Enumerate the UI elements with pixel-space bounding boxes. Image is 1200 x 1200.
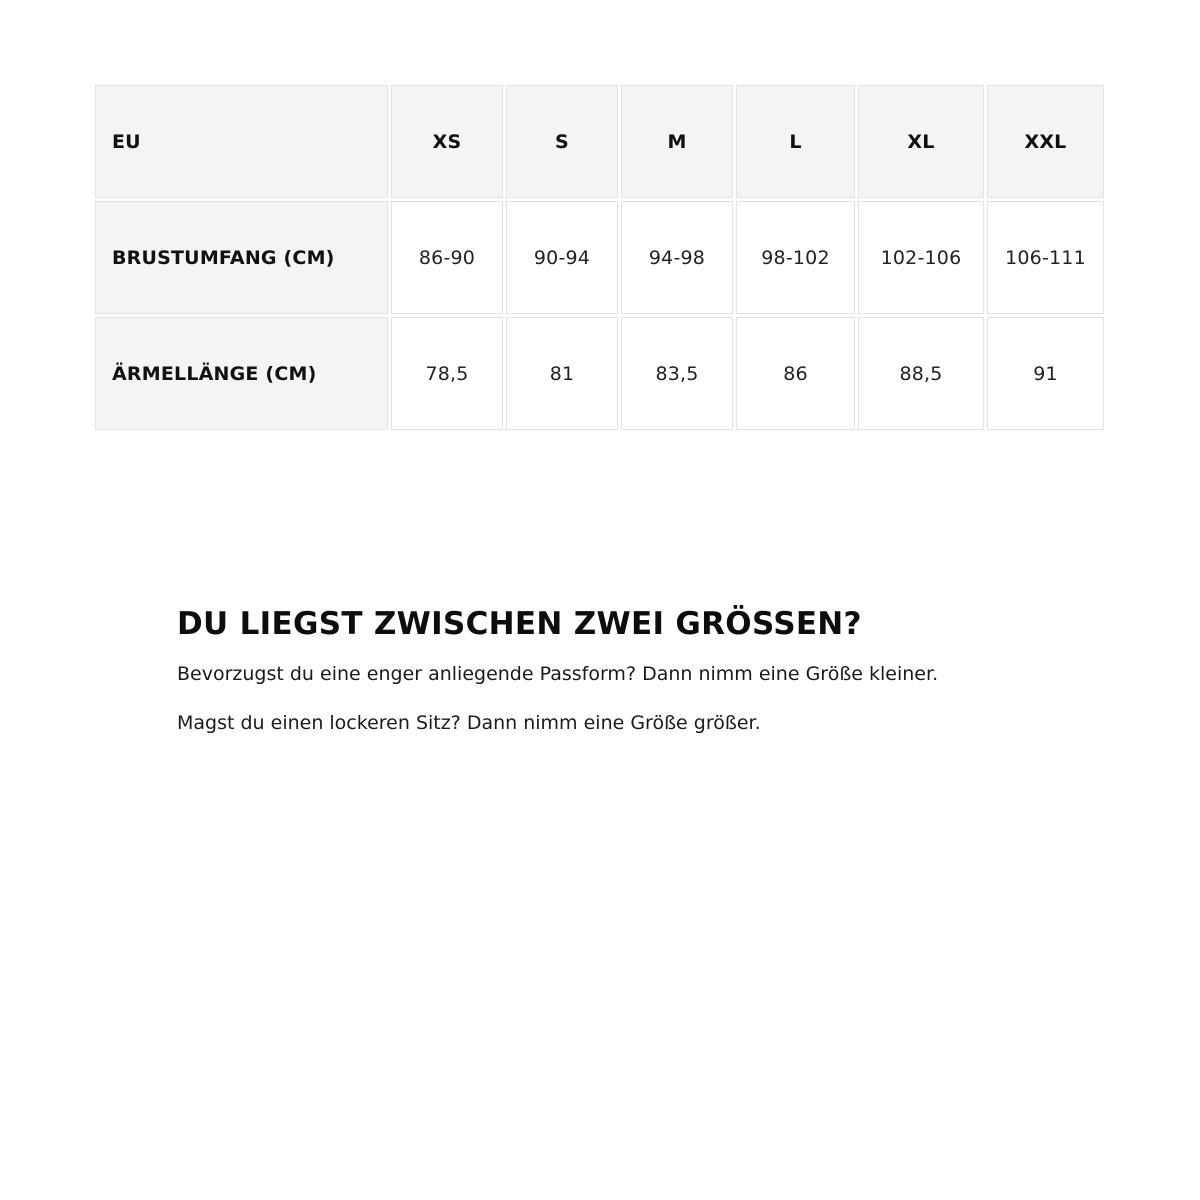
header-size-l: L [736, 85, 855, 198]
header-size-xs: XS [391, 85, 503, 198]
size-advice-tight-fit: Bevorzugst du eine enger anliegende Passform? Dann nimm eine Größe kleiner. [177, 663, 939, 685]
chest-value-s: 90-94 [506, 201, 618, 314]
sleeve-value-xxl: 91 [987, 317, 1104, 430]
header-size-m: M [621, 85, 733, 198]
chest-value-xl: 102-106 [858, 201, 984, 314]
chest-value-l: 98-102 [736, 201, 855, 314]
header-size-s: S [506, 85, 618, 198]
table-header-row [95, 85, 1104, 198]
table-row-chest [95, 201, 1104, 314]
sleeve-value-s: 81 [506, 317, 618, 430]
size-advice-loose-fit: Magst du einen lockeren Sitz? Dann nimm eine Größe größer. [177, 712, 761, 734]
sleeve-value-xs: 78,5 [391, 317, 503, 430]
row-label-chest: BRUSTUMFANG (CM) [95, 201, 388, 314]
size-chart-table [92, 82, 1107, 433]
sleeve-value-l: 86 [736, 317, 855, 430]
table-row-sleeve [95, 317, 1104, 430]
chest-value-m: 94-98 [621, 201, 733, 314]
chest-value-xs: 86-90 [391, 201, 503, 314]
header-size-xxl: XXL [987, 85, 1104, 198]
size-advice-section [177, 606, 1117, 760]
header-size-xl: XL [858, 85, 984, 198]
sleeve-value-m: 83,5 [621, 317, 733, 430]
row-label-sleeve: ÄRMELLÄNGE (CM) [95, 317, 388, 430]
size-advice-title: DU LIEGST ZWISCHEN ZWEI GRÖSSEN? [177, 606, 862, 642]
chest-value-xxl: 106-111 [987, 201, 1104, 314]
header-label-eu: EU [95, 85, 388, 198]
sleeve-value-xl: 88,5 [858, 317, 984, 430]
